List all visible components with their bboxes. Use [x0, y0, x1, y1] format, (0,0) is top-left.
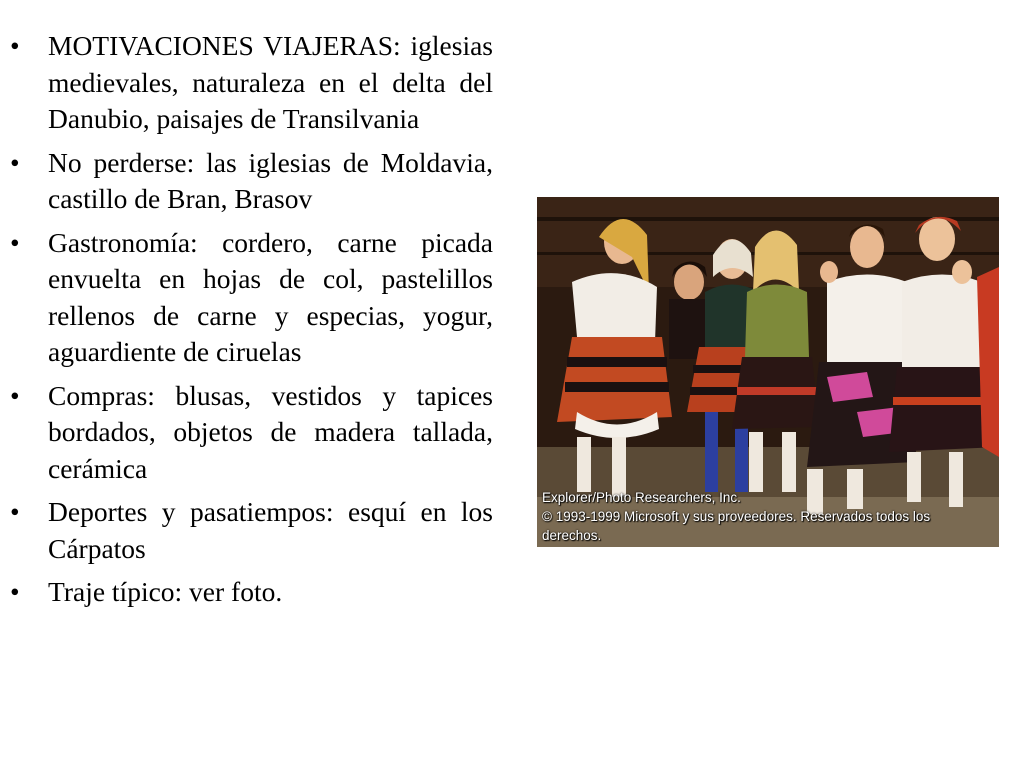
bullet-item-traje — [10, 574, 493, 611]
photo-caption-line: © 1993-1999 Microsoft y sus proveedores. Reservados todos los — [542, 509, 931, 524]
bullet-item-no-perderse — [10, 145, 493, 218]
bullet-item-deportes — [10, 494, 493, 567]
bullet-text: Gastronomía: cordero, carne picada envuelta en hojas de col, pastelillos rellenos de carne y especias, yogur, aguardiente de ciruelas — [48, 226, 493, 367]
bullet-list — [10, 28, 493, 618]
folk-costume-photo — [537, 197, 999, 547]
bullet-item-compras — [10, 378, 493, 488]
bullet-marker: • — [10, 576, 20, 607]
bullet-marker: • — [10, 226, 20, 258]
photo-caption — [542, 488, 992, 545]
bullet-text: Deportes y pasatiempos: esquí en los Cárpatos — [48, 496, 493, 564]
bullet-marker: • — [10, 30, 20, 61]
bullet-item-motivaciones — [10, 28, 493, 138]
bullet-marker: • — [10, 379, 20, 411]
bullet-marker: • — [10, 146, 20, 178]
bullet-item-gastronomia — [10, 225, 493, 371]
bullet-text: Compras: blusas, vestidos y tapices bordados, objetos de madera tallada, cerámica — [48, 379, 493, 484]
bullet-text: No perderse: las iglesias de Moldavia, castillo de Bran, Brasov — [48, 146, 493, 214]
photo-caption-line: derechos. — [542, 528, 602, 543]
bullet-text: Traje típico: ver foto. — [48, 576, 283, 607]
bullet-text: MOTIVACIONES VIAJERAS: iglesias medievales, naturaleza en el delta del Danubio, paisajes de Transilvania — [48, 30, 493, 134]
bullet-marker: • — [10, 496, 20, 527]
photo-caption-line: Explorer/Photo Researchers, Inc. — [542, 490, 741, 505]
